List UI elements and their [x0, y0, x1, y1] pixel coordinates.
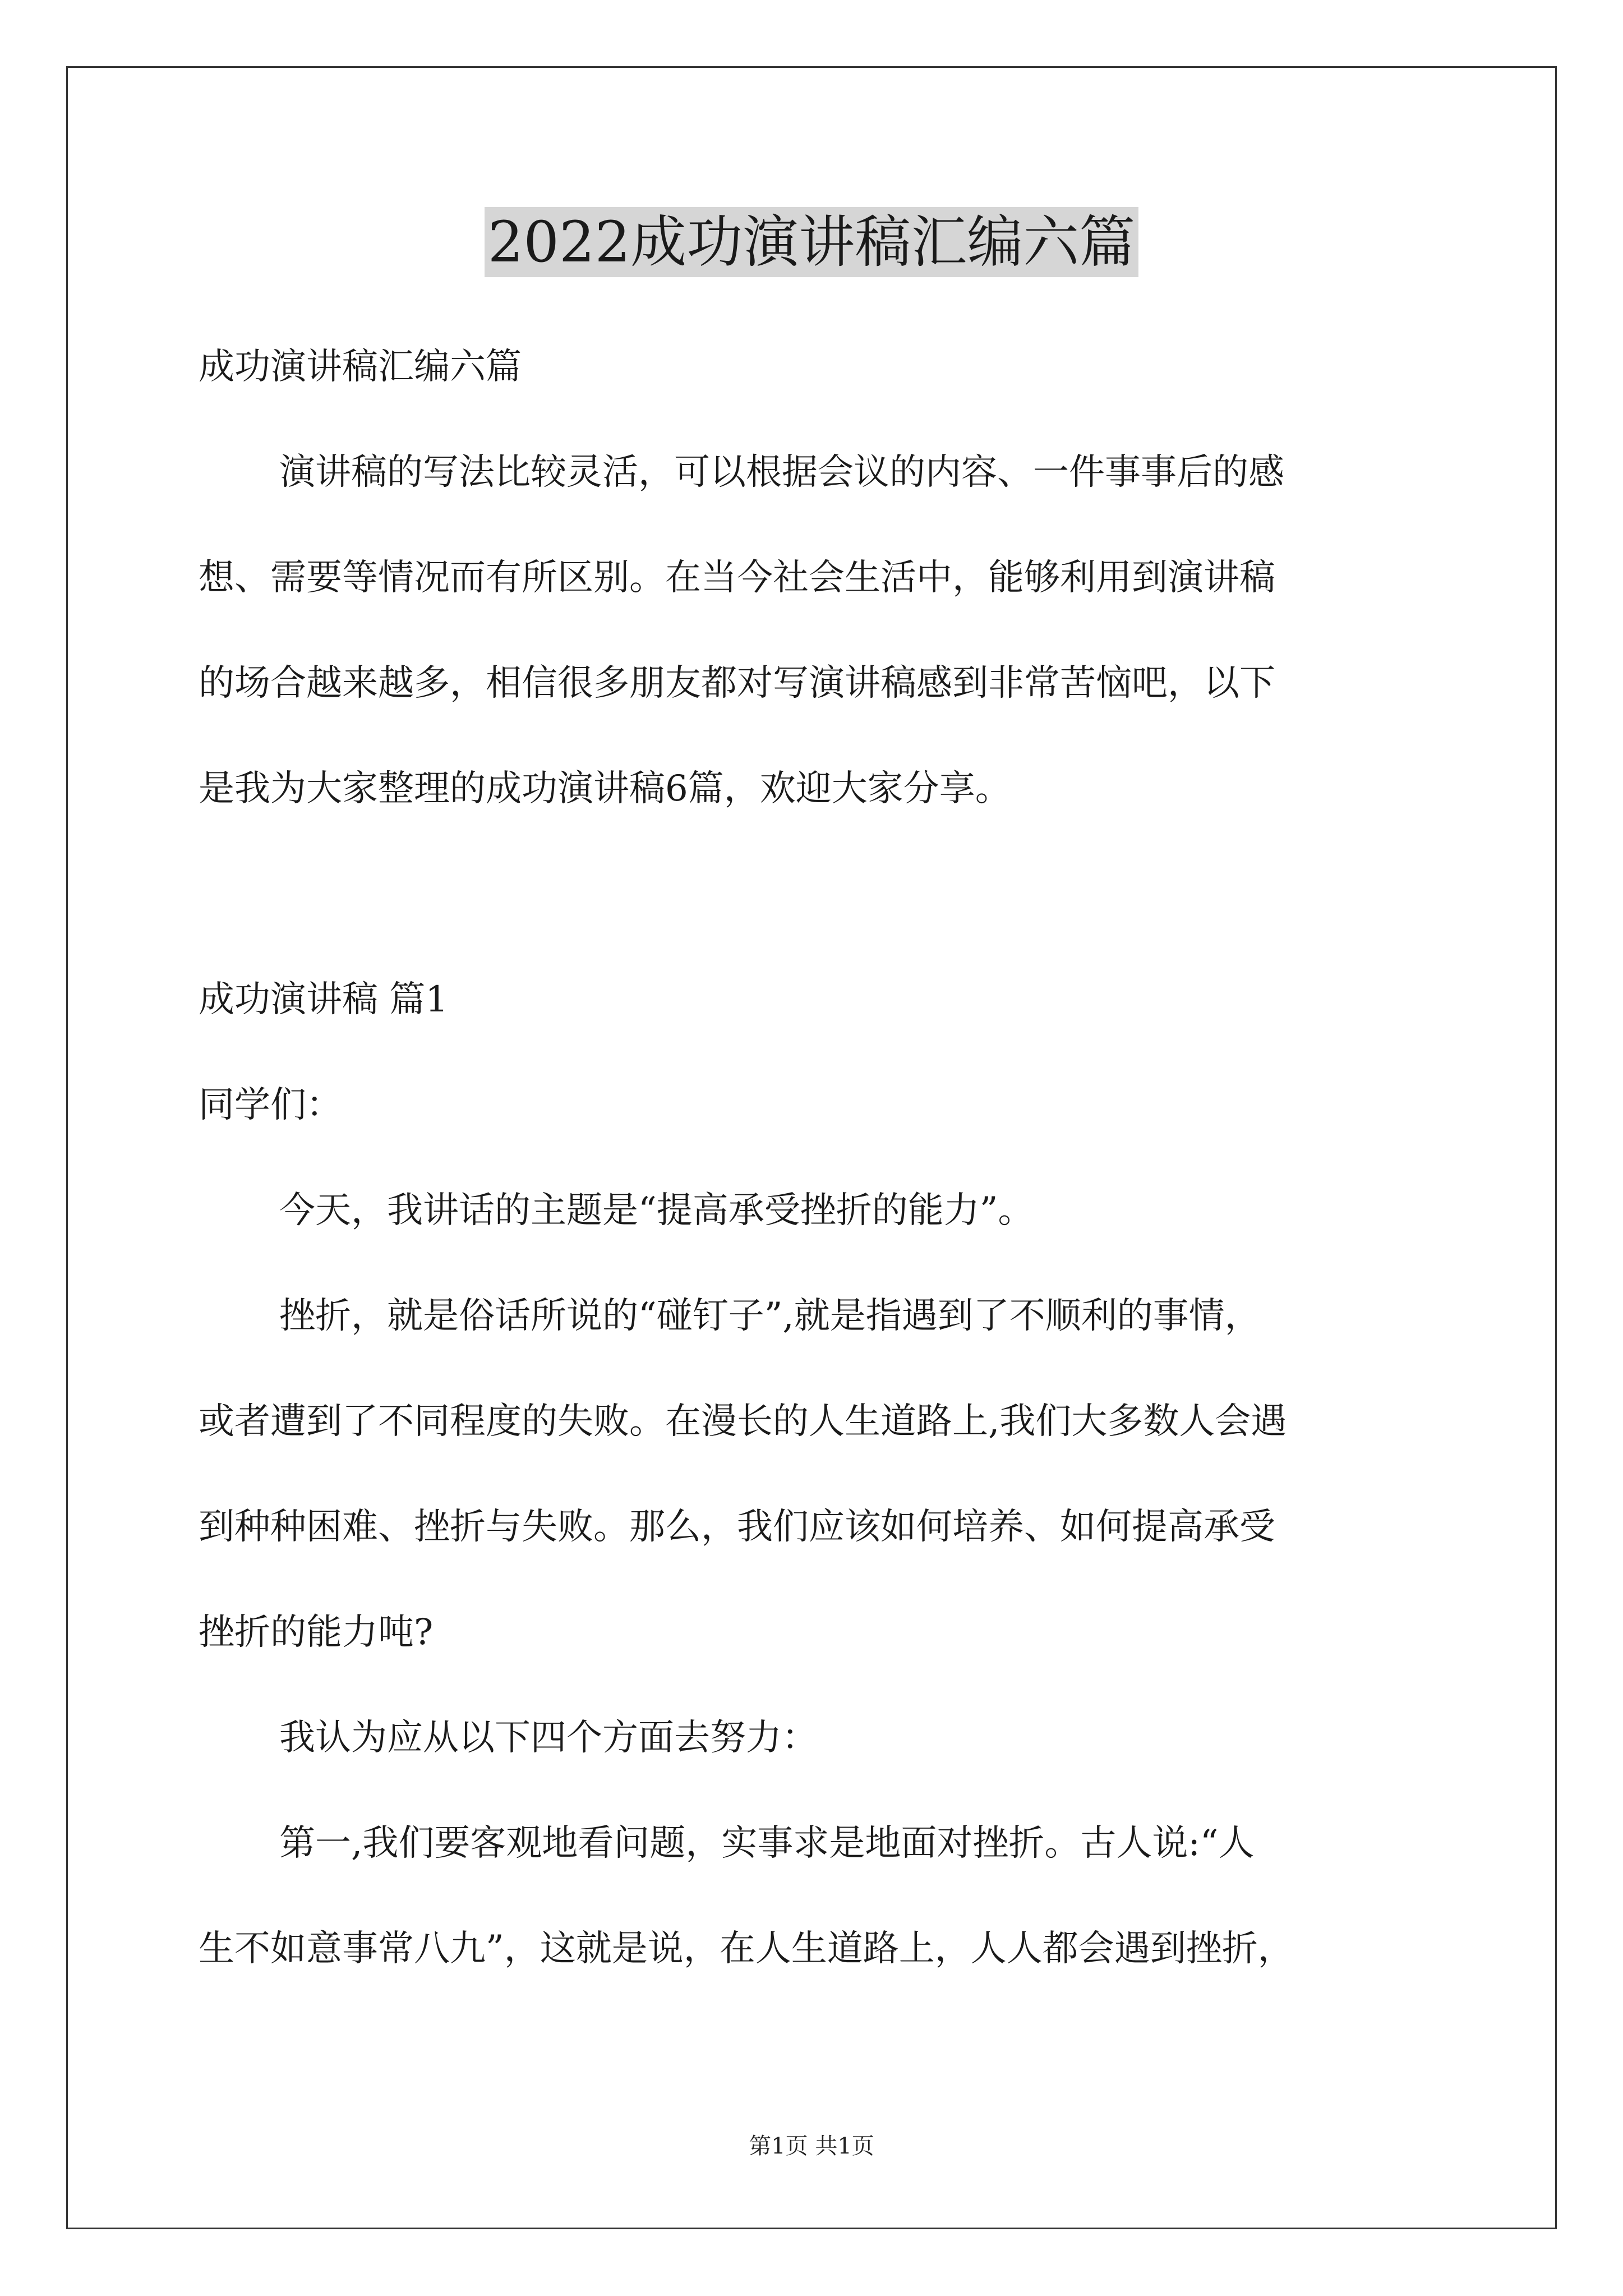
text-line: 演讲稿的写法比较灵活，可以根据会议的内容、一件事事后的感: [279, 452, 1284, 493]
text-line: 想、需要等情况而有所区别。在当今社会生活中，能够利用到演讲稿: [199, 557, 1275, 599]
text-line: 第一,我们要客观地看问题，实事求是地面对挫折。古人说:“人: [279, 1823, 1255, 1864]
text-line: 的场合越来越多，相信很多朋友都对写演讲稿感到非常苦恼吧，以下: [199, 662, 1275, 704]
text-line: 挫折的能力吨?: [199, 1612, 434, 1653]
text-line: 今天，我讲话的主题是“提高承受挫折的能力”。: [279, 1190, 1034, 1231]
document-title: [0, 203, 1623, 282]
page-footer: 第1页 共1页: [749, 2133, 874, 2159]
text-line: 成功演讲稿汇编六篇: [199, 346, 522, 388]
text-line: 同学们：: [199, 1084, 342, 1126]
text-line: 成功演讲稿 篇1: [199, 979, 449, 1020]
text-line: 我认为应从以下四个方面去努力：: [279, 1717, 818, 1759]
document-title-text: 2022成功演讲稿汇编六篇: [485, 207, 1139, 277]
blank-line: [199, 841, 1427, 947]
text-line: 生不如意事常八九”，这就是说，在人生道路上，人人都会遇到挫折，: [199, 1928, 1294, 1970]
text-line: 挫折，就是俗话所说的“碰钉子”,就是指遇到了不顺利的事情，: [279, 1295, 1261, 1337]
document-body: [199, 314, 1427, 2001]
text-line: 到种种困难、挫折与失败。那么，我们应该如何培养、如何提高承受: [199, 1506, 1275, 1548]
text-line: 或者遭到了不同程度的失败。在漫长的人生道路上,我们大多数人会遇: [199, 1401, 1287, 1442]
text-line: 是我为大家整理的成功演讲稿6篇，欢迎大家分享。: [199, 768, 1011, 809]
